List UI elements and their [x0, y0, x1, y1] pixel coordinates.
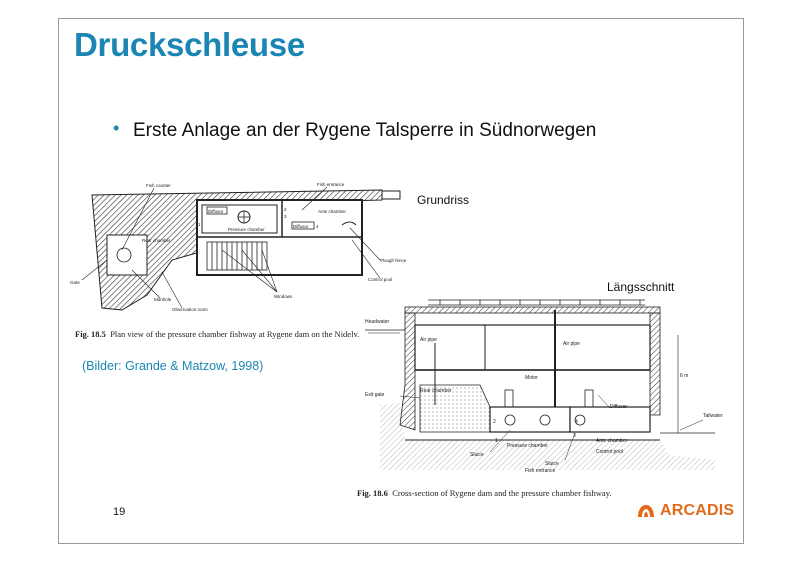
- section-label-tailwater: Tailwater: [703, 413, 723, 419]
- section-num-4: 4: [575, 419, 578, 425]
- section-label-air-pipe-left: Air pipe: [420, 337, 437, 343]
- section-label-pressure-chamber: Pressure chamber: [507, 443, 548, 449]
- section-caption-number: Fig. 18.6: [357, 488, 388, 498]
- arcadis-logo-icon: [636, 503, 656, 519]
- section-diagram: [360, 295, 730, 480]
- section-num-1: 1: [495, 438, 498, 444]
- section-label-sluice-left: Sluice: [470, 452, 484, 458]
- plan-label-windows: Windows: [274, 294, 293, 299]
- plan-caption-number: Fig. 18.5: [75, 329, 106, 339]
- plan-label-ante-chamber: Ante chamber: [318, 209, 347, 214]
- label-grundriss: Grundriss: [417, 193, 470, 207]
- section-num-3: 3: [573, 433, 576, 439]
- plan-label-diffusor-bottom: Diffusor: [293, 224, 309, 229]
- section-label-sluice-bottom: Sluice: [545, 461, 559, 467]
- arcadis-logo: [636, 501, 734, 521]
- plan-num-3: 3: [284, 214, 287, 219]
- plan-caption-text: Plan view of the pressure chamber fishway at Rygene dam on the Nidelv.: [110, 329, 360, 339]
- plan-label-fish-entrance: Fish entrance: [317, 182, 345, 187]
- section-num-2: 2: [493, 419, 496, 425]
- section-label-rear-chamber: Rear chamber: [420, 388, 452, 394]
- plan-label-observation-room: Observation room: [172, 307, 208, 312]
- section-label-motor: Motor: [525, 375, 538, 381]
- label-laengsschnitt: Längsschnitt: [607, 280, 675, 294]
- section-label-control-pool: Control pool: [596, 449, 623, 455]
- plan-label-pressure-chamber: Pressure chamber: [228, 227, 265, 232]
- image-credit: (Bilder: Grande & Matzow, 1998): [82, 359, 264, 373]
- bullet-text: Erste Anlage an der Rygene Talsperre in Südnorwegen: [133, 120, 597, 141]
- section-label-air-pipe-right: Air pipe: [563, 341, 580, 347]
- plan-label-diffusor-top: Diffusor: [208, 209, 224, 214]
- arcadis-logo-text: ARCADIS: [660, 502, 735, 519]
- section-caption: [357, 488, 612, 498]
- section-railing: [428, 300, 645, 305]
- plan-num-1: 1: [198, 222, 201, 227]
- plan-label-manhole: Manhole: [154, 297, 172, 302]
- page-number: 19: [113, 506, 126, 518]
- plan-caption: [75, 329, 359, 339]
- section-caption-text: Cross-section of Rygene dam and the pressure chamber fishway.: [392, 488, 612, 498]
- section-label-diffuser: Diffuser: [610, 404, 628, 410]
- section-label-height: 6 m: [680, 373, 689, 379]
- section-label-ante-chamber: Ante chamber: [596, 438, 628, 444]
- section-label-exit-gate: Exit gate: [365, 392, 385, 398]
- bullet-icon: •: [113, 118, 120, 138]
- section-label-fish-entrance: Fish entrance: [525, 468, 556, 474]
- plan-label-gate: Gate: [70, 280, 80, 285]
- plan-label-rear-chamber: Rear chamber: [142, 238, 171, 243]
- plan-label-fish-counter: Fish counter: [146, 183, 171, 188]
- section-label-headwater: Headwater: [365, 319, 390, 325]
- plan-num-2: 2: [284, 207, 287, 212]
- section-dam-wall: [400, 313, 415, 430]
- plan-label-plough-fence: Plough fence: [380, 258, 407, 263]
- plan-num-4: 4: [316, 224, 319, 229]
- plan-label-control-pool: Control pool: [368, 277, 393, 282]
- slide-title: Druckschleuse: [74, 26, 305, 63]
